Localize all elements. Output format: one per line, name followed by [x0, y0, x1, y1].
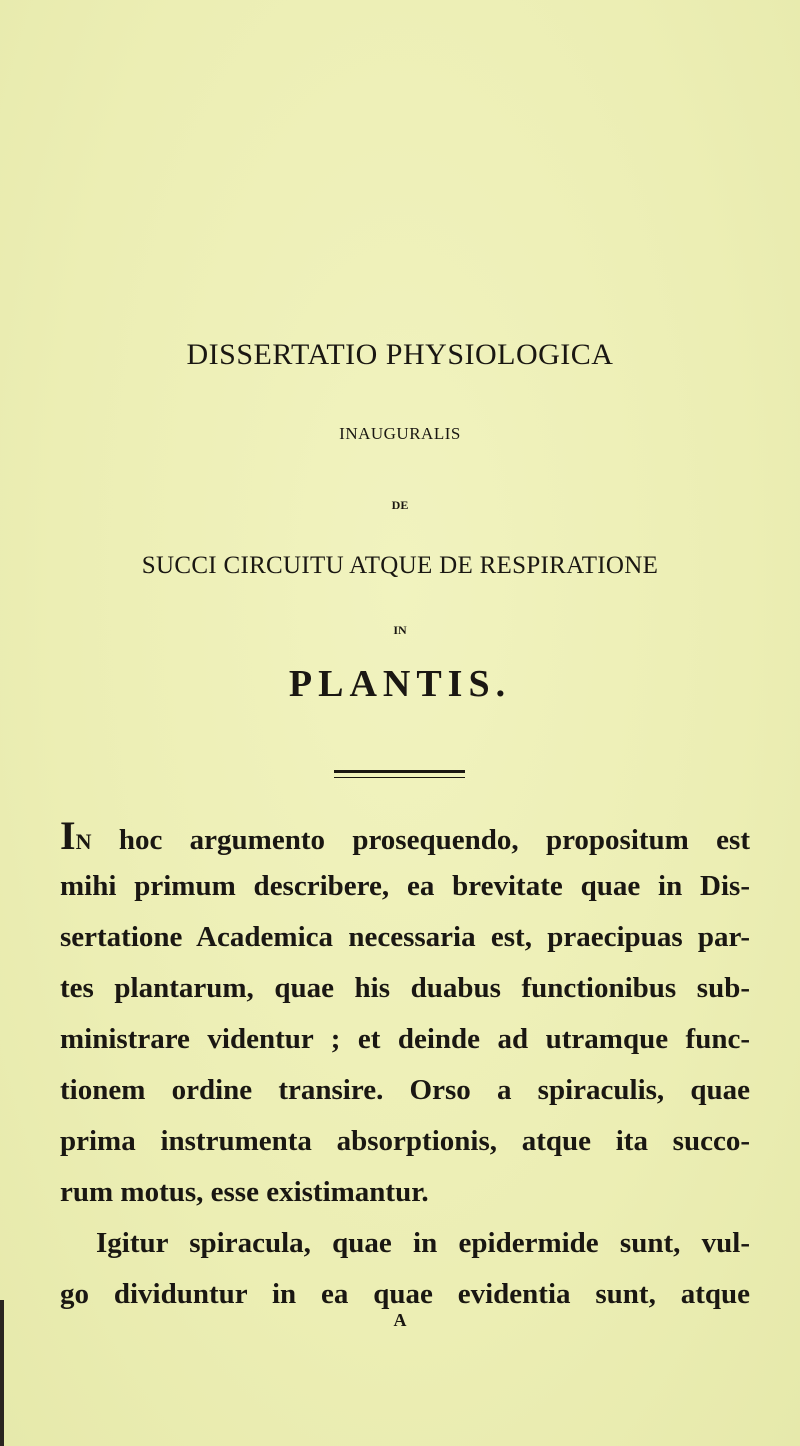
body-line: ministrare videntur ; et deinde ad utramque func-	[60, 1023, 750, 1055]
body-paragraphs	[60, 810, 750, 1320]
body-line-text: hoc argumento prosequendo, propositum est	[91, 824, 750, 856]
title-main: DISSERTATIO PHYSIOLOGICA	[186, 338, 614, 371]
body-line: sertatione Academica necessaria est, praecipuas par-	[60, 921, 750, 953]
body-line: Igitur spiracula, quae in epidermide sunt, vul-	[96, 1227, 750, 1259]
body-line: tionem ordine transire. Orso a spiraculis, quae	[60, 1074, 750, 1106]
body-line: tes plantarum, quae his duabus functionibus sub-	[60, 972, 750, 1004]
divider-thick	[334, 770, 465, 773]
body-line: go dividuntur in ea quae evidentia sunt, atque	[60, 1278, 750, 1310]
title-in: IN	[393, 623, 407, 637]
signature-mark: A	[393, 1310, 407, 1330]
drop-cap: I	[60, 813, 76, 858]
body-line: rum motus, esse existimantur.	[60, 1176, 429, 1208]
body-line	[60, 810, 750, 861]
small-cap: N	[75, 829, 92, 854]
body-line: prima instrumenta absorptionis, atque ita succo-	[60, 1125, 750, 1157]
title-subject: SUCCI CIRCUITU ATQUE DE RESPIRATIONE	[141, 552, 659, 579]
title-plantis: PLANTIS.	[288, 663, 512, 705]
title-de: DE	[391, 498, 409, 512]
title-inauguralis: INAUGURALIS	[339, 424, 461, 443]
body-line: mihi primum describere, ea brevitate quae in Dis-	[60, 870, 750, 902]
divider-thin	[334, 777, 465, 778]
